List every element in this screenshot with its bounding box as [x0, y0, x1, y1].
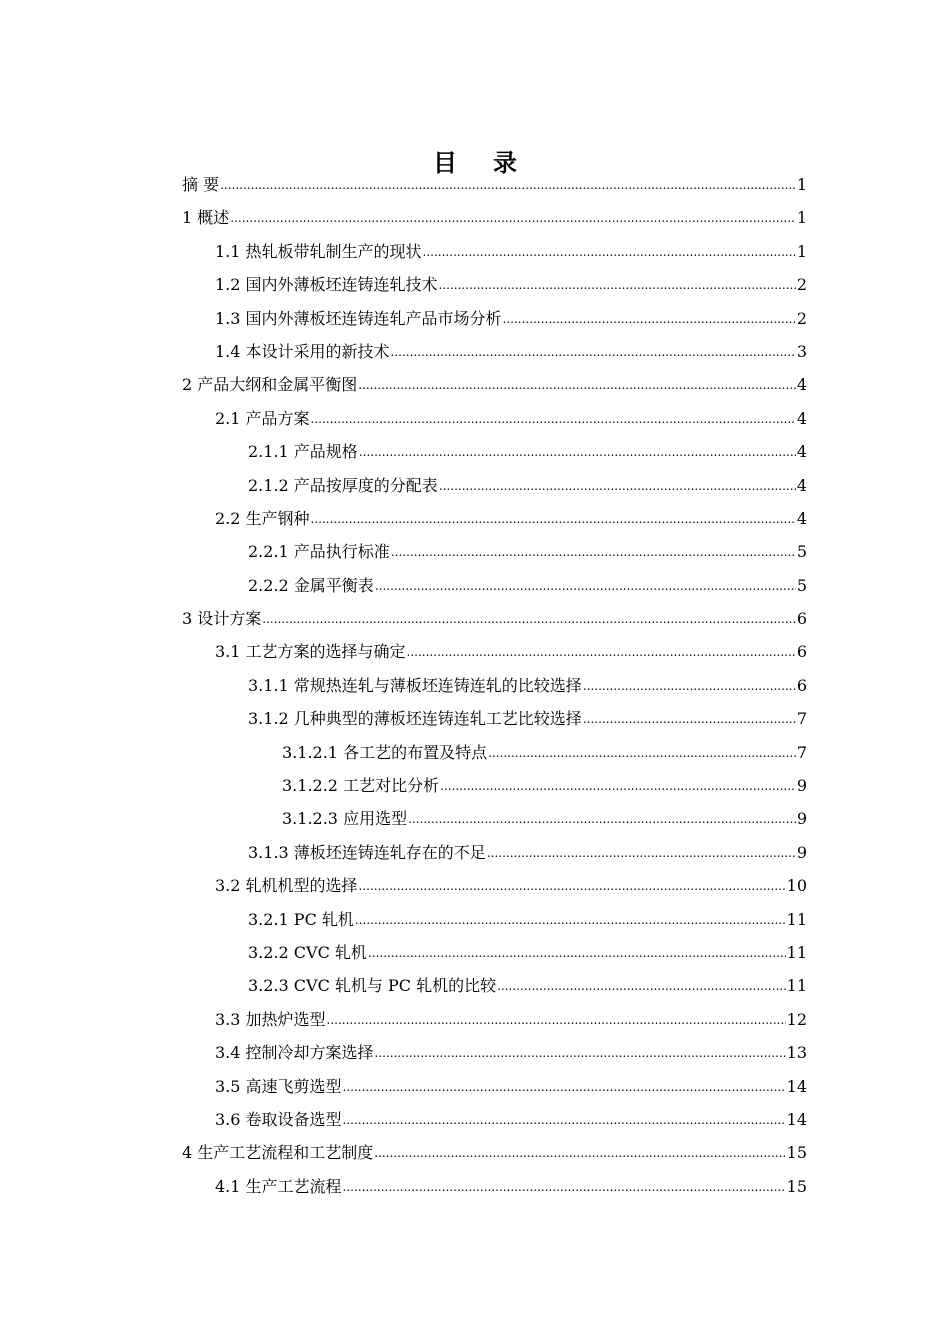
toc-entry[interactable]: [182, 969, 807, 1002]
toc-dot-leader: [391, 534, 796, 569]
toc-entry[interactable]: [182, 702, 807, 735]
toc-entry-label: 3.1.2 几种典型的薄板坯连铸连轧工艺比较选择: [248, 709, 582, 729]
toc-entry-label: 2.2.2 金属平衡表: [248, 575, 374, 595]
toc-entry-page-number: 12: [786, 1009, 807, 1029]
toc-entry[interactable]: [182, 1103, 807, 1136]
toc-dot-leader: [359, 434, 796, 469]
toc-entry[interactable]: [182, 168, 807, 201]
toc-dot-leader: [439, 468, 796, 503]
toc-entry-label: 2.1 产品方案: [215, 408, 310, 428]
toc-entry-page-number: 4: [796, 375, 807, 395]
toc-entry-label: 4 生产工艺流程和工艺制度: [182, 1143, 374, 1163]
toc-dot-leader: [407, 634, 796, 669]
toc-entry-label: 3.1.2.2 工艺对比分析: [282, 776, 440, 796]
toc-entry-page-number: 11: [786, 909, 807, 929]
toc-dot-leader: [359, 868, 786, 903]
toc-entry-label: 摘 要: [182, 175, 220, 194]
toc-dot-leader: [327, 1002, 786, 1037]
toc-entry-label: 2.1.2 产品按厚度的分配表: [248, 475, 438, 495]
toc-entry-label: 2 产品大纲和金属平衡图: [182, 375, 358, 395]
toc-entry-page-number: 9: [796, 842, 807, 862]
toc-dot-leader: [311, 401, 796, 436]
toc-entry-label: 4.1 生产工艺流程: [215, 1176, 342, 1196]
toc-entry-label: 3.2.1 PC 轧机: [248, 909, 354, 929]
toc-entry[interactable]: [182, 1036, 807, 1069]
toc-entry-label: 1 概述: [182, 208, 230, 228]
toc-entry[interactable]: [182, 903, 807, 936]
toc-entry-label: 3 设计方案: [182, 609, 262, 629]
toc-entry-page-number: 15: [786, 1176, 807, 1196]
toc-entry-page-number: 4: [796, 442, 807, 462]
toc-entry-label: 1.4 本设计采用的新技术: [215, 341, 390, 361]
toc-entry[interactable]: [182, 235, 807, 268]
toc-dot-leader: [220, 167, 796, 202]
toc-entry[interactable]: [182, 569, 807, 602]
toc-entry[interactable]: [182, 869, 807, 902]
toc-entry-page-number: 3: [796, 341, 807, 361]
toc-entry-page-number: 6: [796, 675, 807, 695]
toc-dot-leader: [374, 1135, 785, 1170]
toc-entry[interactable]: [182, 302, 807, 335]
toc-dot-leader: [408, 801, 796, 836]
toc-entry-page-number: 4: [796, 508, 807, 528]
toc-dot-leader: [440, 768, 796, 803]
toc-entry[interactable]: [182, 469, 807, 502]
toc-entry-page-number: 10: [786, 876, 807, 896]
toc-entry[interactable]: [182, 1070, 807, 1103]
toc-entry-page-number: 1: [796, 175, 807, 194]
toc-entry-page-number: 9: [796, 776, 807, 796]
toc-entry-label: 3.6 卷取设备选型: [215, 1109, 342, 1129]
toc-entry-label: 3.1.2.1 各工艺的布置及特点: [282, 742, 488, 762]
toc-dot-leader: [368, 935, 786, 970]
toc-entry-page-number: 5: [796, 542, 807, 562]
toc-entry-page-number: 11: [786, 976, 807, 996]
toc-entry-label: 3.3 加热炉选型: [215, 1009, 326, 1029]
toc-dot-leader: [343, 1169, 786, 1204]
toc-entry-page-number: 5: [796, 575, 807, 595]
toc-entry-page-number: 6: [796, 609, 807, 629]
toc-entry-label: 2.2 生产钢种: [215, 508, 310, 528]
toc-entry[interactable]: [182, 1170, 807, 1203]
toc-entry[interactable]: [182, 802, 807, 835]
toc-entry[interactable]: [182, 435, 807, 468]
toc-entry-label: 3.5 高速飞剪选型: [215, 1076, 342, 1096]
toc-dot-leader: [311, 501, 796, 536]
toc-entry-page-number: 9: [796, 809, 807, 829]
toc-entry[interactable]: [182, 1003, 807, 1036]
toc-dot-leader: [358, 367, 796, 402]
toc-dot-leader: [343, 1102, 786, 1137]
toc-dot-leader: [503, 301, 796, 336]
toc-dot-leader: [262, 601, 796, 636]
toc-dot-leader: [343, 1069, 786, 1104]
toc-entry-page-number: 4: [796, 475, 807, 495]
toc-dot-leader: [355, 902, 786, 937]
toc-dot-leader: [423, 234, 796, 269]
toc-entry[interactable]: [182, 402, 807, 435]
toc-entry-page-number: 7: [796, 709, 807, 729]
toc-dot-leader: [583, 668, 796, 703]
toc-entry-page-number: 14: [786, 1076, 807, 1096]
toc-entry-label: 1.1 热轧板带轧制生产的现状: [215, 241, 422, 261]
toc-entry-page-number: 15: [786, 1143, 807, 1163]
toc-entry-label: 3.1 工艺方案的选择与确定: [215, 642, 406, 662]
toc-entry[interactable]: [182, 368, 807, 401]
toc-entry-label: 3.2.2 CVC 轧机: [248, 942, 367, 962]
table-of-contents: [182, 168, 807, 1203]
toc-dot-leader: [439, 267, 796, 302]
toc-entry-page-number: 1: [796, 208, 807, 228]
toc-dot-leader: [230, 200, 796, 235]
toc-entry-page-number: 1: [796, 241, 807, 261]
toc-entry-label: 2.2.1 产品执行标准: [248, 542, 390, 562]
toc-entry-page-number: 6: [796, 642, 807, 662]
toc-dot-leader: [487, 835, 796, 870]
toc-dot-leader: [583, 701, 796, 736]
toc-entry[interactable]: [182, 268, 807, 301]
toc-entry[interactable]: [182, 936, 807, 969]
toc-entry-page-number: 2: [796, 275, 807, 295]
toc-entry-label: 3.1.3 薄板坯连铸连轧存在的不足: [248, 842, 486, 862]
toc-entry[interactable]: [182, 669, 807, 702]
toc-entry-page-number: 13: [786, 1043, 807, 1063]
toc-entry-label: 3.2 轧机机型的选择: [215, 876, 358, 896]
toc-entry[interactable]: [182, 1136, 807, 1169]
toc-dot-leader: [497, 968, 786, 1003]
toc-entry[interactable]: [182, 502, 807, 535]
toc-entry-page-number: 4: [796, 408, 807, 428]
toc-entry-label: 2.1.1 产品规格: [248, 442, 358, 462]
toc-dot-leader: [375, 568, 796, 603]
toc-entry-page-number: 2: [796, 308, 807, 328]
toc-entry[interactable]: [182, 535, 807, 568]
toc-dot-leader: [391, 334, 796, 369]
toc-entry-label: 3.1.2.3 应用选型: [282, 809, 408, 829]
toc-entry[interactable]: [182, 335, 807, 368]
toc-title-char-1: 目: [433, 148, 457, 177]
toc-entry[interactable]: [182, 836, 807, 869]
toc-entry-label: 3.4 控制冷却方案选择: [215, 1043, 374, 1063]
toc-entry-label: 3.1.1 常规热连轧与薄板坯连铸连轧的比较选择: [248, 675, 582, 695]
toc-entry[interactable]: [182, 201, 807, 234]
toc-dot-leader: [488, 735, 796, 770]
toc-entry-label: 3.2.3 CVC 轧机与 PC 轧机的比较: [248, 976, 497, 996]
toc-entry[interactable]: [182, 769, 807, 802]
toc-entry[interactable]: [182, 736, 807, 769]
toc-entry-label: 1.2 国内外薄板坯连铸连轧技术: [215, 275, 438, 295]
toc-dot-leader: [375, 1035, 786, 1070]
toc-title-char-2: 录: [493, 148, 517, 177]
toc-entry-page-number: 7: [796, 742, 807, 762]
toc-entry[interactable]: [182, 602, 807, 635]
toc-entry-page-number: 11: [786, 942, 807, 962]
toc-entry-page-number: 14: [786, 1109, 807, 1129]
toc-entry[interactable]: [182, 635, 807, 668]
toc-entry-label: 1.3 国内外薄板坯连铸连轧产品市场分析: [215, 308, 502, 328]
